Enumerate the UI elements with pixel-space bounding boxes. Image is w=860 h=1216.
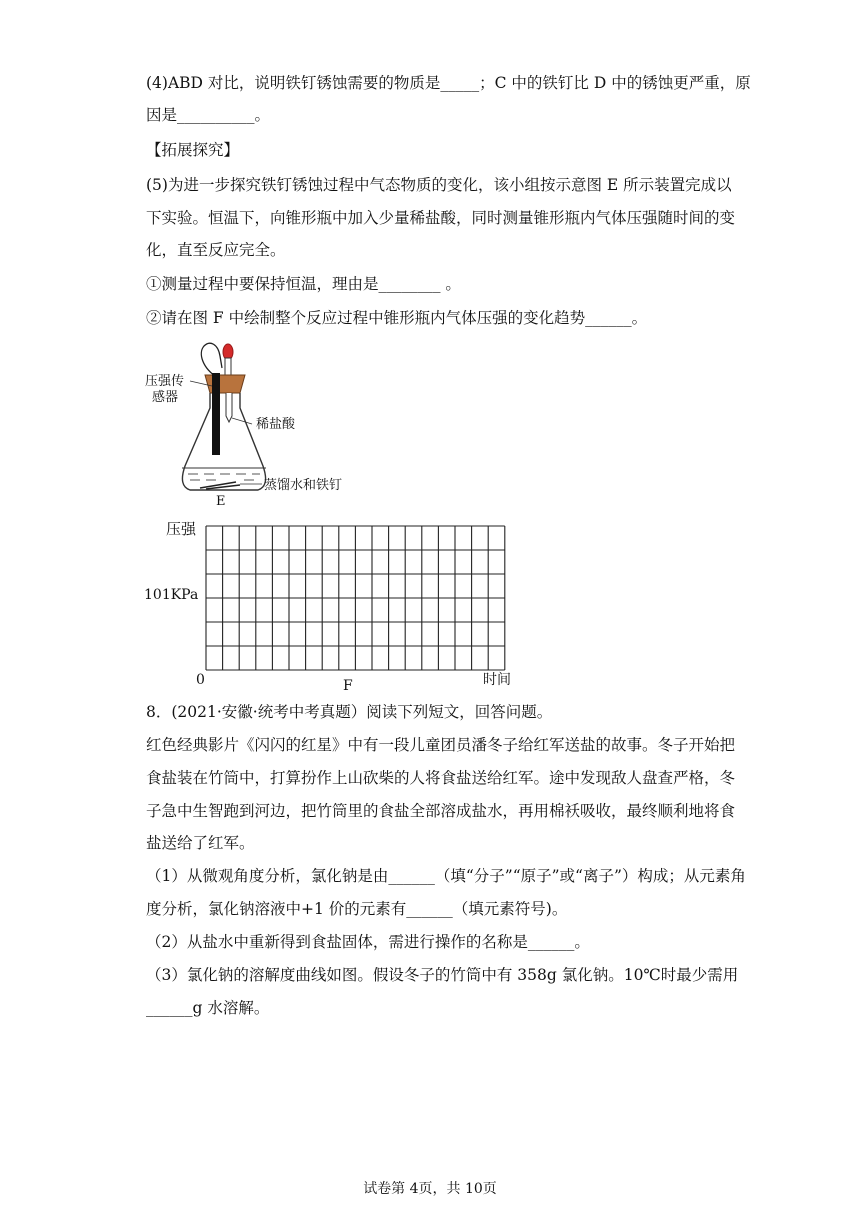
origin-label: 0 [196,672,205,688]
q8-sub3-line2: ______g 水溶解。 [146,999,270,1017]
q8-sub1-line1: （1）从微观角度分析，氯化钠是由______（填“分子”“原子”或“离子”）构成；从元素角 [146,867,746,885]
y-tick-101kpa: 101KPa [144,587,199,603]
q7-p5-line2: 下实验。恒温下，向锥形瓶中加入少量稀盐酸，同时测量锥形瓶内气体压强随时间的变 [146,209,736,227]
figure-e-caption: E [216,494,226,509]
section-heading: 【拓展探究】 [146,141,240,159]
sensor-label-line1: 压强传 [145,374,185,389]
q8-sub2: （2）从盐水中重新得到食盐固体，需进行操作的名称是______。 [146,933,590,951]
q8-header: 8．(2021·安徽·统考中考真题）阅读下列短文，回答问题。 [146,703,553,721]
figure-f [144,516,530,696]
x-axis-label: 时间 [483,672,511,688]
q8-sub3-line1: （3）氯化钠的溶解度曲线如图。假设冬子的竹筒中有 358g 氯化钠。10℃时最少需用 [146,966,739,984]
q7-p5-line3: 化，直至反应完全。 [146,241,286,259]
q7-p5-line1: (5)为进一步探究铁钉锈蚀过程中气态物质的变化，该小组按示意图 E 所示装置完成以 [146,176,732,194]
acid-label: 稀盐酸 [256,417,296,432]
figure-e [140,338,380,513]
q8-para-line2: 食盐装在竹筒中，打算扮作上山砍柴的人将食盐送给红军。途中发现敌人盘查严格，冬 [146,769,736,787]
figure-f-caption: F [343,678,353,694]
q7-p4-line2: 因是__________。 [146,106,271,124]
sensor-label-line2: 感器 [152,390,179,405]
q7-sub2: ②请在图 F 中绘制整个反应过程中锥形瓶内气体压强的变化趋势______。 [146,309,648,327]
q8-para-line1: 红色经典影片《闪闪的红星》中有一段儿童团员潘冬子给红军送盐的故事。冬子开始把 [146,736,736,754]
q7-p4-line1: (4)ABD 对比，说明铁钉锈蚀需要的物质是_____；C 中的铁钉比 D 中的锈蚀更严重，原 [146,74,751,92]
y-axis-label: 压强 [166,520,197,538]
q8-sub1-line2: 度分析，氯化钠溶液中+1 价的元素有______（填元素符号)。 [146,900,568,918]
page-footer: 试卷第 4页，共 10页 [363,1181,497,1197]
q7-sub1: ①测量过程中要保持恒温，理由是________ 。 [146,275,461,293]
water-nail-label: 蒸馏水和铁钉 [264,478,343,493]
q8-para-line4: 盐送给了红军。 [146,834,255,852]
blank-pressure-time-grid [150,516,530,696]
q8-para-line3: 子急中生智跑到河边，把竹筒里的食盐全部溶成盐水，再用棉袄吸收，最终顺利地将食 [146,802,736,820]
